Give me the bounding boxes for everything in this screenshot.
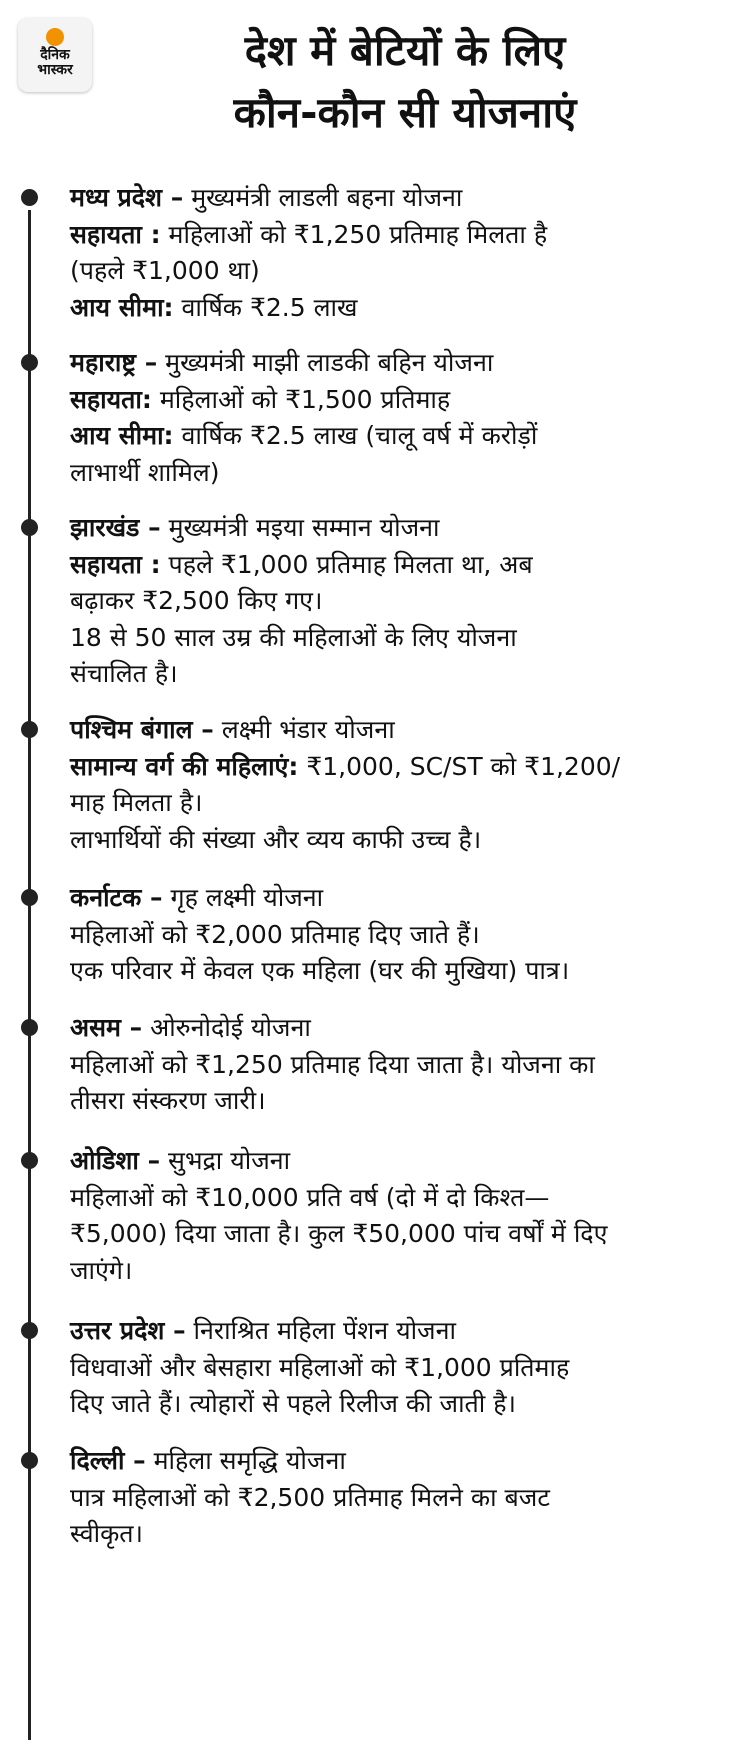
line-label: सहायता:: [70, 384, 152, 414]
entry-line: संचालित है।: [70, 659, 178, 688]
sun-icon: [46, 28, 64, 46]
state-name: महाराष्ट्र –: [70, 348, 158, 377]
timeline-line: [28, 210, 31, 1740]
title-line-2: कौन-कौन सी योजनाएं: [233, 88, 577, 137]
entry-heading: [70, 712, 718, 749]
entry-line: ₹5,000) दिया जाता है। कुल ₹50,000 पांच वर्षों में दिए: [70, 1219, 608, 1248]
entry-line: बढ़ाकर ₹2,500 किए गए।: [70, 586, 323, 615]
state-name: झारखंड –: [70, 513, 161, 542]
state-name: दिल्ली –: [70, 1446, 146, 1475]
entry-heading: [70, 1313, 718, 1350]
state-name: मध्य प्रदेश –: [70, 183, 184, 212]
entry-line: महिलाओं को ₹10,000 प्रति वर्ष (दो में दो किश्त—: [70, 1182, 550, 1212]
scheme-name: सुभद्रा योजना: [160, 1146, 291, 1175]
entry-line: महिलाओं को ₹2,000 प्रतिमाह दिए जाते हैं।: [70, 919, 480, 949]
state-name: ओडिशा –: [70, 1146, 161, 1175]
dainik-bhaskar-logo: [18, 18, 92, 92]
timeline-dot: [21, 1019, 38, 1036]
line-text: वार्षिक ₹2.5 लाख (चालू वर्ष में करोड़ों: [173, 421, 538, 450]
state-name: असम –: [70, 1013, 143, 1042]
entry-line: [70, 418, 718, 455]
line-text: महिलाओं को ₹1,250 प्रतिमाह मिलता है: [160, 219, 548, 249]
logo-line-2: भास्कर: [37, 62, 73, 78]
state-name: कर्नाटक –: [70, 883, 163, 912]
scheme-name: ओरुनोदोई योजना: [142, 1013, 311, 1042]
scheme-name: गृह लक्ष्मी योजना: [162, 883, 324, 912]
timeline-dot: [21, 354, 38, 371]
line-label: आय सीमा:: [70, 292, 174, 322]
entry-line: (पहले ₹1,000 था): [70, 256, 260, 285]
entry-line: [70, 217, 718, 254]
scheme-name: महिला समृद्धि योजना: [145, 1446, 346, 1475]
entry-heading: [70, 1443, 718, 1480]
entry-line: एक परिवार में केवल एक महिला (घर की मुखिया) पात्र।: [70, 956, 570, 985]
timeline-dot: [21, 1152, 38, 1169]
logo-line-1: दैनिक: [40, 47, 70, 63]
entry-line: जाएंगे।: [70, 1255, 133, 1285]
entry-line: तीसरा संस्करण जारी।: [70, 1086, 266, 1115]
entry-heading: [70, 510, 718, 547]
state-name: पश्चिम बंगाल –: [70, 715, 214, 744]
timeline-dot: [21, 721, 38, 738]
entry-line: दिए जाते हैं। त्योहारों से पहले रिलीज की जाती है।: [70, 1389, 516, 1418]
scheme-name: मुख्यमंत्री लाडली बहना योजना: [183, 183, 463, 212]
state-name: उत्तर प्रदेश –: [70, 1316, 186, 1345]
entry-line: विधवाओं और बेसहारा महिलाओं को ₹1,000 प्रतिमाह: [70, 1352, 570, 1382]
timeline-dot: [21, 189, 38, 206]
entry-line: [70, 382, 718, 419]
title-line-1: देश में बेटियों के लिए: [244, 26, 566, 75]
line-label: सहायता :: [70, 219, 161, 249]
entry-line: [70, 547, 718, 584]
scheme-name: मुख्यमंत्री माझी लाडकी बहिन योजना: [157, 348, 494, 377]
line-text: पहले ₹1,000 प्रतिमाह मिलता था, अब: [160, 549, 533, 579]
entry-line: [70, 290, 718, 327]
timeline-dot: [21, 1322, 38, 1339]
line-text: वार्षिक ₹2.5 लाख: [173, 292, 358, 322]
entry-line: [70, 749, 718, 786]
scheme-name: मुख्यमंत्री मइया सम्मान योजना: [160, 513, 440, 542]
scheme-name: लक्ष्मी भंडार योजना: [213, 715, 395, 744]
timeline-dot: [21, 1452, 38, 1469]
timeline-dot: [21, 519, 38, 536]
entry-line: पात्र महिलाओं को ₹2,500 प्रतिमाह मिलने का बजट: [70, 1482, 550, 1512]
entry-line: स्वीकृत।: [70, 1519, 144, 1548]
entry-line: लाभार्थियों की संख्या और व्यय काफी उच्च है।: [70, 824, 482, 854]
entry-heading: [70, 1143, 718, 1180]
header: [0, 0, 730, 160]
scheme-name: निराश्रित महिला पेंशन योजना: [185, 1316, 456, 1345]
entry-line: लाभार्थी शामिल): [70, 457, 220, 487]
entry-line: 18 से 50 साल उम्र की महिलाओं के लिए योजना: [70, 622, 517, 652]
line-label: सहायता :: [70, 549, 161, 579]
line-label: सामान्य वर्ग की महिलाएं:: [70, 751, 299, 781]
line-text: महिलाओं को ₹1,500 प्रतिमाह: [151, 384, 451, 414]
timeline-dot: [21, 889, 38, 906]
line-label: आय सीमा:: [70, 421, 174, 450]
entry-line: माह मिलता है।: [70, 788, 203, 817]
entry-heading: [70, 345, 718, 382]
entry-heading: [70, 180, 718, 217]
entry-heading: [70, 1010, 718, 1047]
line-text: ₹1,000, SC/ST को ₹1,200/: [298, 751, 621, 781]
logo-text: [37, 48, 72, 78]
entry-heading: [70, 880, 718, 917]
entry-line: महिलाओं को ₹1,250 प्रतिमाह दिया जाता है। योजना का: [70, 1049, 595, 1079]
page-title: [100, 20, 710, 144]
